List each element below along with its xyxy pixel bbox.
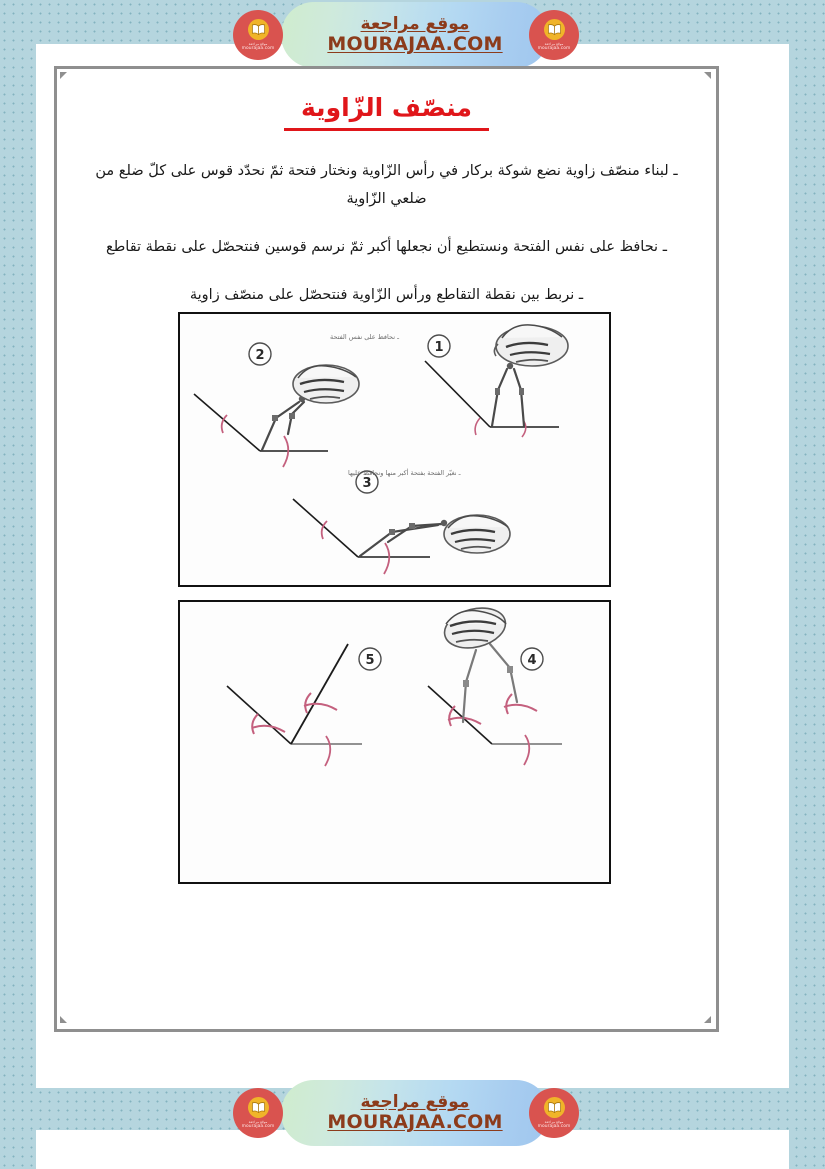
figure-panel-upper: [178, 312, 611, 587]
corner-tick-top-left: [60, 72, 67, 79]
site-logo-left[interactable]: [233, 10, 283, 60]
frame-rule-top: [54, 66, 719, 69]
logo-caption-domain: mourajaa.com: [537, 1123, 571, 1129]
logo-caption: [242, 42, 275, 52]
corner-tick-bottom-right: [704, 1016, 711, 1023]
figure-caption-keep-opening: ـ نحافظ على نفس الفتحة: [330, 333, 399, 341]
logo-caption-arabic: موقع مراجعة: [544, 1119, 564, 1124]
logo-caption-domain: mourajaa.com: [241, 45, 275, 51]
step-label-3: 3: [362, 476, 372, 491]
header-branding: [219, 0, 609, 70]
corner-tick-bottom-left: [60, 1016, 67, 1023]
title-underline: [284, 128, 489, 131]
logo-caption-arabic: موقع مراجعة: [248, 1119, 268, 1124]
step-label-4: 4: [527, 653, 537, 668]
book-icon: [544, 1097, 565, 1118]
logo-caption-arabic: موقع مراجعة: [248, 41, 268, 46]
footer-branding: [219, 1078, 609, 1148]
book-icon: [248, 1097, 269, 1118]
brand-domain-label: MOURAJAA.COM: [327, 1111, 503, 1134]
frame-rule-bottom: [54, 1029, 719, 1032]
brand-arabic-label: موقع مراجعة: [360, 1091, 470, 1112]
step-label-5: 5: [365, 653, 375, 668]
header-brand-text[interactable]: [281, 2, 549, 68]
logo-caption-domain: mourajaa.com: [537, 45, 571, 51]
book-icon: [544, 19, 565, 40]
step-label-2: 2: [255, 348, 265, 363]
logo-caption-arabic: موقع مراجعة: [544, 41, 564, 46]
site-logo-right[interactable]: [529, 1088, 579, 1138]
step-label-1: 1: [434, 340, 444, 355]
lesson-paragraph-1: ـ لبناء منصّف زاوية نضع شوكة بركار في رأس الزّاوية ونختار فتحة ثمّ نحدّد قوس على كلّ ضلع من ضلعي الزّاوية: [95, 162, 678, 207]
lesson-paragraph-3: ـ نربط بين نقطة التقاطع ورأس الزّاوية فنتحصّل على منصّف زاوية: [189, 287, 584, 304]
construction-figure: [178, 312, 615, 884]
logo-caption: [538, 42, 571, 52]
page-title: منصّف الزّاوية: [301, 93, 472, 122]
site-logo-right[interactable]: [529, 10, 579, 60]
lesson-paragraph-2: ـ نحافظ على نفس الفتحة ونستطيع أن نجعلها أكبر ثمّ نرسم قوسين فنتحصّل على نقطة تقاطع: [106, 239, 667, 256]
brand-domain-label: MOURAJAA.COM: [327, 33, 503, 56]
brand-arabic-label: موقع مراجعة: [360, 13, 470, 34]
figure-panel-lower: [178, 600, 611, 884]
frame-rule-left: [54, 66, 57, 1032]
lesson-content: [74, 78, 699, 310]
corner-tick-top-right: [704, 72, 711, 79]
footer-brand-text[interactable]: [281, 1080, 549, 1146]
frame-rule-right: [716, 66, 719, 1032]
logo-caption: [538, 1120, 571, 1130]
figure-caption-change-opening: ـ نغيّر الفتحة بفتحة أكبر منها ونحافظ عليها: [348, 469, 461, 477]
site-logo-left[interactable]: [233, 1088, 283, 1138]
logo-caption-domain: mourajaa.com: [241, 1123, 275, 1129]
book-icon: [248, 19, 269, 40]
logo-caption: [242, 1120, 275, 1130]
